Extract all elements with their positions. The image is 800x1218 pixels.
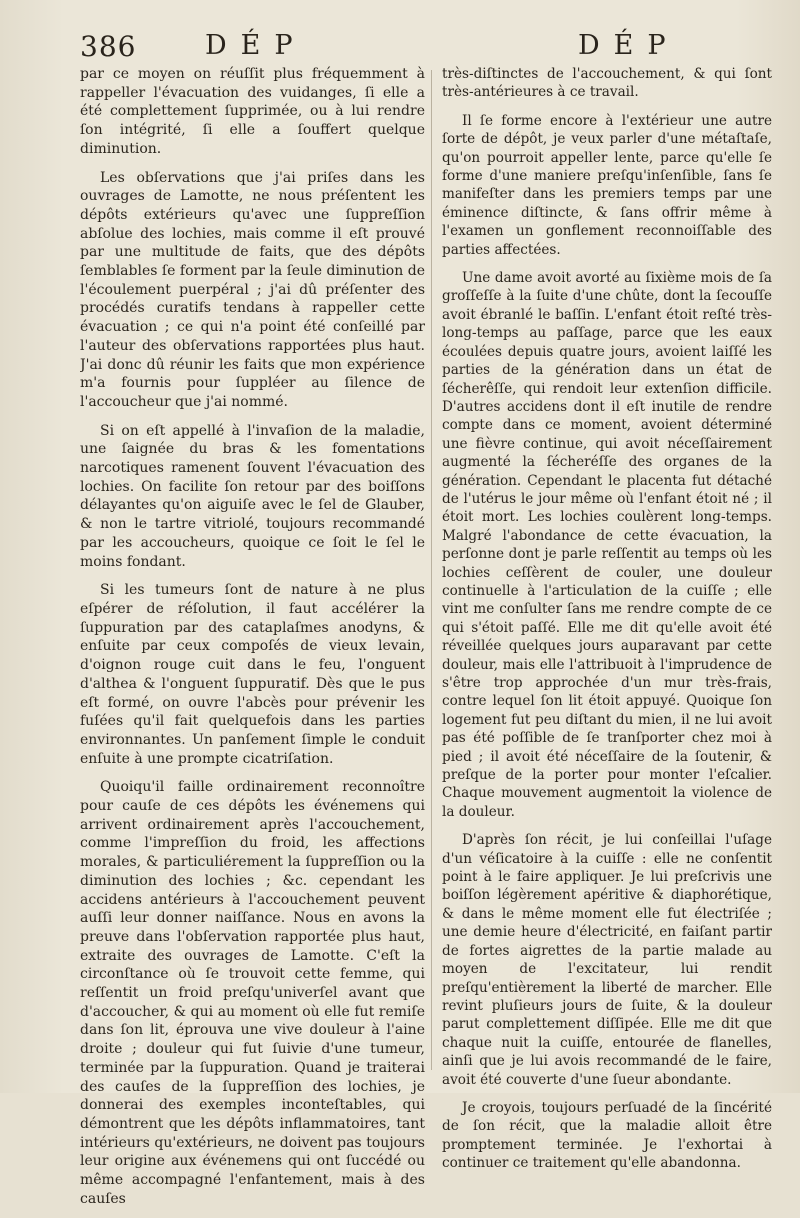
running-head-right: DÉP	[578, 30, 680, 61]
page-number: 386	[80, 30, 137, 63]
right-column	[442, 65, 772, 1183]
page-header	[0, 28, 800, 68]
paragraph: par ce moyen on réuſſit plus fréquemment à rappeller l'évacuation des vuidanges, ſi elle a été complettement ſupprimée, ou à lui rendre ſon intégrité, ſi elle a ſouffert quelque diminution.	[80, 66, 425, 157]
paragraph: Si les tumeurs ſont de nature à ne plus eſpérer de réſolution, il faut accélérer la ſuppuration par des cataplaſmes anodyns, & enſuite par ceux compoſés de vieux levain, d'oignon rouge cuit dans le feu, l'onguent d'althea & l'onguent ſuppuratif. Dès que le pus eſt formé, on ouvre l'abcès pour prévenir les fuſées qu'il fait quelquefois dans les parties environnantes. Un panſement ſimple le conduit enſuite à une prompte cicatriſation.	[80, 582, 425, 767]
paragraph: Les obſervations que j'ai priſes dans les ouvrages de Lamotte, ne nous préſentent les dépôts extérieurs qu'avec une ſuppreſſion abſolue des lochies, mais comme il eſt prouvé par une multitude de faits, que des dépôts ſemblables ſe forment par la ſeule diminution de l'écoulement puerpéral ; j'ai dû préſenter des procédés curatifs tendans à rappeller cette évacuation ; ce qui n'a point été conſeillé par l'auteur des obſervations rapportées plus haut. J'ai donc dû réunir les faits que mon expérience m'a fournis pour ſuppléer au ſilence de l'accoucheur que j'ai nommé.	[80, 169, 425, 410]
paragraph: Si on eſt appellé à l'invaſion de la maladie, une ſaignée du bras & les fomentations narcotiques ramenent ſouvent l'évacuation des lochies. On facilite ſon retour par des boiſſons délayantes qu'on aiguiſe avec le ſel de Glauber, & non le tartre vitriolé, toujours recommandé par les accoucheurs, quoique ce ſoit le ſel le moins fondant.	[80, 422, 425, 570]
paragraph: très-diſtinctes de l'accouchement, & qui ſont très-antérieures à ce travail.	[442, 66, 772, 101]
column-divider	[431, 70, 432, 1070]
running-head-left: DÉP	[205, 30, 307, 61]
paragraph: Il ſe forme encore à l'extérieur une autre ſorte de dépôt, je veux parler d'une métaſtaſe, qu'on pourroit appeller lente, parce qu'elle ſe forme d'une maniere preſqu'inſenſible, ſans ſe manifeſter dans les premiers temps par une éminence diſtincte, & ſans offrir même à l'examen un gonflement reconnoiſſable des parties affectées.	[442, 112, 772, 258]
paragraph: Une dame avoit avorté au ſixième mois de ſa groſſeſſe à la ſuite d'une chûte, dont la ſecouſſe avoit ébranlé le baſſin. L'enfant étoit reſté très-long-temps au paſſage, parce que les eaux écoulées depuis quatre jours, avoient laiſſé les parties de la génération dans un état de ſécherêſſe, qui rendoit leur extenſion difficile. D'autres accidens dont il eſt inutile de rendre compte dans ce moment, avoient déterminé une fièvre continue, qui avoit néceſſairement augmenté la ſécheréſſe des organes de la génération. Cependant le placenta fut détaché de l'utérus le jour même où l'enfant étoit né ; il étoit mort. Les lochies coulèrent long-temps. Malgré l'abondance de cette évacuation, la perſonne dont je parle reſſentit au temps où les lochies ceſſèrent de couler, une douleur continuelle à l'articulation de la cuiſſe ; elle vint me conſulter ſans me rendre compte de ce qui s'étoit paſſé. Elle me dit qu'elle avoit été réveillée quelques jours auparavant par cette douleur, mais elle l'attribuoit à l'imprudence de s'être trop approchée d'un mur très-frais, contre lequel ſon lit étoit appuyé. Quoique ſon logement fut peu diſtant du mien, il ne lui avoit pas été poſſible de ſe tranſporter chez moi à pied ; il avoit été néceſſaire de la ſoutenir, & preſque de la porter pour monter l'eſcalier. Chaque mouvement augmentoit la violence de la douleur.	[442, 270, 772, 820]
left-column	[80, 65, 425, 1218]
paragraph: Quoiqu'il faille ordinairement reconnoître pour cauſe de ces dépôts les événemens qui arrivent ordinairement après l'accouchement, comme l'impreſſion du froid, les affections morales, & particuliérement la ſuppreſſion ou la diminution des lochies ; &c. cependant les accidens antérieurs à l'accouchement peuvent auſſi leur donner naiſſance. Nous en avons la preuve dans l'obſervation rapportée plus haut, extraite des ouvrages de Lamotte. C'eſt la circonſtance où ſe trouvoit cette femme, qui reſſentit un froid preſqu'univerſel avant que d'accoucher, & qui au moment où elle fut remiſe dans ſon lit, éprouva une vive douleur à l'aine droite ; douleur qui fut ſuivie d'une tumeur, terminée par la ſuppuration. Quand je traiterai des cauſes de la ſuppreſſion des lochies, je donnerai des exemples inconteſtables, qui démontrent que les dépôts inflammatoires, tant intérieurs qu'extérieurs, ne doivent pas toujours leur origine aux événemens qui ont ſuccédé ou même accompagné l'enfantement, mais à des cauſes	[80, 779, 425, 1207]
paragraph: Je croyois, toujours perſuadé de la ſincérité de ſon récit, que la maladie alloit être promptement terminée. Je l'exhortai à continuer ce traitement qu'elle abandonna.	[442, 1099, 772, 1172]
paragraph: D'après ſon récit, je lui conſeillai l'uſage d'un véſicatoire à la cuiſſe : elle ne conſentit point à le faire appliquer. Je lui preſcrivis une boiſſon légèrement apéritive & diaphorétique, & dans le même moment elle fut électriſée ; une demie heure d'électricité, en faiſant partir de fortes aigrettes de la partie malade au moyen de l'excitateur, lui rendit preſqu'entièrement la liberté de marcher. Elle revint pluſieurs jours de ſuite, & la douleur parut complettement diſſipée. Elle me dit que chaque nuit la cuiſſe, entourée de flanelles, ainſi que je lui avois recommandé de le faire, avoit été couverte d'une ſueur abondante.	[442, 832, 772, 1088]
